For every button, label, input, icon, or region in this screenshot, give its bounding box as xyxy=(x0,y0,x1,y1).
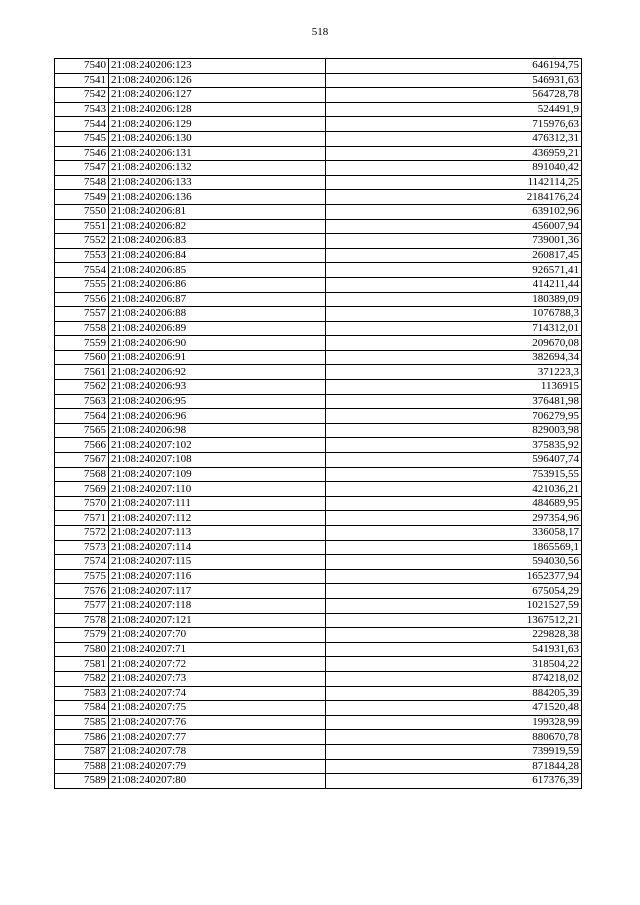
row-number-cell: 7586 xyxy=(55,730,109,745)
cadastral-value-cell: 706279,95 xyxy=(326,409,582,424)
table-row xyxy=(55,219,582,234)
row-number-cell: 7581 xyxy=(55,657,109,672)
table-row xyxy=(55,204,582,219)
table-row xyxy=(55,117,582,132)
cadastral-value-cell: 739919,59 xyxy=(326,744,582,759)
row-number-cell: 7563 xyxy=(55,394,109,409)
cadastral-number-cell: 21:08:240207:111 xyxy=(109,496,326,511)
row-number-cell: 7558 xyxy=(55,321,109,336)
cadastral-value-cell: 714312,01 xyxy=(326,321,582,336)
cadastral-value-cell: 596407,74 xyxy=(326,453,582,468)
row-number-cell: 7555 xyxy=(55,277,109,292)
cadastral-number-cell: 21:08:240207:73 xyxy=(109,671,326,686)
cadastral-number-cell: 21:08:240206:130 xyxy=(109,131,326,146)
table-row xyxy=(55,730,582,745)
row-number-cell: 7547 xyxy=(55,161,109,176)
row-number-cell: 7576 xyxy=(55,584,109,599)
table-row xyxy=(55,482,582,497)
row-number-cell: 7573 xyxy=(55,540,109,555)
cadastral-value-cell: 421036,21 xyxy=(326,482,582,497)
cadastral-number-cell: 21:08:240206:131 xyxy=(109,146,326,161)
table-body xyxy=(55,59,582,789)
cadastral-value-cell: 546931,63 xyxy=(326,73,582,88)
row-number-cell: 7579 xyxy=(55,628,109,643)
cadastral-value-cell: 180389,09 xyxy=(326,292,582,307)
cadastral-value-cell: 639102,96 xyxy=(326,204,582,219)
cadastral-number-cell: 21:08:240206:87 xyxy=(109,292,326,307)
cadastral-value-cell: 318504,22 xyxy=(326,657,582,672)
cadastral-number-cell: 21:08:240206:126 xyxy=(109,73,326,88)
table-row xyxy=(55,336,582,351)
row-number-cell: 7552 xyxy=(55,234,109,249)
row-number-cell: 7548 xyxy=(55,175,109,190)
row-number-cell: 7565 xyxy=(55,423,109,438)
cadastral-value-cell: 209670,08 xyxy=(326,336,582,351)
table-row xyxy=(55,409,582,424)
row-number-cell: 7541 xyxy=(55,73,109,88)
cadastral-number-cell: 21:08:240207:108 xyxy=(109,453,326,468)
cadastral-number-cell: 21:08:240207:72 xyxy=(109,657,326,672)
cadastral-value-cell: 891040,42 xyxy=(326,161,582,176)
cadastral-number-cell: 21:08:240207:121 xyxy=(109,613,326,628)
cadastral-number-cell: 21:08:240207:118 xyxy=(109,598,326,613)
cadastral-value-cell: 297354,96 xyxy=(326,511,582,526)
cadastral-number-cell: 21:08:240206:92 xyxy=(109,365,326,380)
cadastral-number-cell: 21:08:240206:129 xyxy=(109,117,326,132)
table-row xyxy=(55,263,582,278)
cadastral-value-cell: 1021527,59 xyxy=(326,598,582,613)
cadastral-number-cell: 21:08:240206:93 xyxy=(109,380,326,395)
row-number-cell: 7554 xyxy=(55,263,109,278)
cadastral-number-cell: 21:08:240206:96 xyxy=(109,409,326,424)
cadastral-value-cell: 524491,9 xyxy=(326,102,582,117)
table-row xyxy=(55,350,582,365)
cadastral-value-cell: 436959,21 xyxy=(326,146,582,161)
cadastral-number-cell: 21:08:240206:88 xyxy=(109,307,326,322)
row-number-cell: 7577 xyxy=(55,598,109,613)
cadastral-number-cell: 21:08:240206:91 xyxy=(109,350,326,365)
row-number-cell: 7589 xyxy=(55,774,109,789)
cadastral-value-cell: 476312,31 xyxy=(326,131,582,146)
cadastral-value-cell: 1652377,94 xyxy=(326,569,582,584)
cadastral-number-cell: 21:08:240206:123 xyxy=(109,59,326,74)
cadastral-number-cell: 21:08:240207:114 xyxy=(109,540,326,555)
cadastral-value-cell: 564728,78 xyxy=(326,88,582,103)
cadastral-value-cell: 884205,39 xyxy=(326,686,582,701)
cadastral-value-cell: 471520,48 xyxy=(326,701,582,716)
cadastral-value-cell: 375835,92 xyxy=(326,438,582,453)
cadastral-number-cell: 21:08:240207:78 xyxy=(109,744,326,759)
table-row xyxy=(55,774,582,789)
row-number-cell: 7572 xyxy=(55,526,109,541)
table-row xyxy=(55,453,582,468)
table-row xyxy=(55,380,582,395)
row-number-cell: 7578 xyxy=(55,613,109,628)
table-row xyxy=(55,423,582,438)
row-number-cell: 7570 xyxy=(55,496,109,511)
table-row xyxy=(55,190,582,205)
cadastral-value-cell: 739001,36 xyxy=(326,234,582,249)
row-number-cell: 7566 xyxy=(55,438,109,453)
cadastral-number-cell: 21:08:240207:112 xyxy=(109,511,326,526)
table-row xyxy=(55,73,582,88)
cadastral-number-cell: 21:08:240207:74 xyxy=(109,686,326,701)
cadastral-value-cell: 2184176,24 xyxy=(326,190,582,205)
table-row xyxy=(55,277,582,292)
cadastral-number-cell: 21:08:240206:132 xyxy=(109,161,326,176)
row-number-cell: 7550 xyxy=(55,204,109,219)
table-row xyxy=(55,569,582,584)
row-number-cell: 7560 xyxy=(55,350,109,365)
row-number-cell: 7542 xyxy=(55,88,109,103)
row-number-cell: 7553 xyxy=(55,248,109,263)
cadastral-value-cell: 715976,63 xyxy=(326,117,582,132)
table-row xyxy=(55,642,582,657)
cadastral-number-cell: 21:08:240206:90 xyxy=(109,336,326,351)
table-row xyxy=(55,496,582,511)
cadastral-number-cell: 21:08:240206:128 xyxy=(109,102,326,117)
table-row xyxy=(55,234,582,249)
cadastral-value-cell: 926571,41 xyxy=(326,263,582,278)
cadastral-number-cell: 21:08:240207:71 xyxy=(109,642,326,657)
cadastral-value-cell: 880670,78 xyxy=(326,730,582,745)
table-row xyxy=(55,438,582,453)
cadastral-number-cell: 21:08:240207:116 xyxy=(109,569,326,584)
cadastral-number-cell: 21:08:240207:113 xyxy=(109,526,326,541)
cadastral-number-cell: 21:08:240207:75 xyxy=(109,701,326,716)
table-row xyxy=(55,248,582,263)
cadastral-value-cell: 675054,29 xyxy=(326,584,582,599)
row-number-cell: 7543 xyxy=(55,102,109,117)
cadastral-value-table xyxy=(54,58,582,789)
table-row xyxy=(55,686,582,701)
table-row xyxy=(55,555,582,570)
table-row xyxy=(55,744,582,759)
row-number-cell: 7561 xyxy=(55,365,109,380)
table-row xyxy=(55,511,582,526)
row-number-cell: 7584 xyxy=(55,701,109,716)
cadastral-value-cell: 371223,3 xyxy=(326,365,582,380)
cadastral-value-cell: 336058,17 xyxy=(326,526,582,541)
cadastral-value-cell: 414211,44 xyxy=(326,277,582,292)
row-number-cell: 7571 xyxy=(55,511,109,526)
cadastral-number-cell: 21:08:240206:89 xyxy=(109,321,326,336)
table-row xyxy=(55,292,582,307)
table-row xyxy=(55,701,582,716)
row-number-cell: 7559 xyxy=(55,336,109,351)
row-number-cell: 7551 xyxy=(55,219,109,234)
row-number-cell: 7540 xyxy=(55,59,109,74)
cadastral-value-cell: 646194,75 xyxy=(326,59,582,74)
cadastral-value-cell: 829003,98 xyxy=(326,423,582,438)
row-number-cell: 7587 xyxy=(55,744,109,759)
cadastral-number-cell: 21:08:240206:95 xyxy=(109,394,326,409)
cadastral-number-cell: 21:08:240207:102 xyxy=(109,438,326,453)
table-row xyxy=(55,598,582,613)
table-row xyxy=(55,613,582,628)
row-number-cell: 7544 xyxy=(55,117,109,132)
table-row xyxy=(55,146,582,161)
row-number-cell: 7546 xyxy=(55,146,109,161)
table-row xyxy=(55,467,582,482)
row-number-cell: 7569 xyxy=(55,482,109,497)
row-number-cell: 7580 xyxy=(55,642,109,657)
cadastral-value-cell: 229828,38 xyxy=(326,628,582,643)
table-row xyxy=(55,715,582,730)
row-number-cell: 7556 xyxy=(55,292,109,307)
cadastral-number-cell: 21:08:240206:98 xyxy=(109,423,326,438)
table-row xyxy=(55,671,582,686)
cadastral-value-cell: 874218,02 xyxy=(326,671,582,686)
cadastral-number-cell: 21:08:240207:80 xyxy=(109,774,326,789)
cadastral-number-cell: 21:08:240207:79 xyxy=(109,759,326,774)
table-row xyxy=(55,628,582,643)
row-number-cell: 7588 xyxy=(55,759,109,774)
table-row xyxy=(55,657,582,672)
row-number-cell: 7574 xyxy=(55,555,109,570)
cadastral-value-cell: 594030,56 xyxy=(326,555,582,570)
row-number-cell: 7567 xyxy=(55,453,109,468)
cadastral-value-cell: 376481,98 xyxy=(326,394,582,409)
row-number-cell: 7557 xyxy=(55,307,109,322)
row-number-cell: 7545 xyxy=(55,131,109,146)
row-number-cell: 7549 xyxy=(55,190,109,205)
table-row xyxy=(55,759,582,774)
table-row xyxy=(55,307,582,322)
cadastral-number-cell: 21:08:240207:115 xyxy=(109,555,326,570)
cadastral-number-cell: 21:08:240206:83 xyxy=(109,234,326,249)
cadastral-number-cell: 21:08:240207:117 xyxy=(109,584,326,599)
table-row xyxy=(55,321,582,336)
cadastral-value-cell: 541931,63 xyxy=(326,642,582,657)
cadastral-number-cell: 21:08:240207:109 xyxy=(109,467,326,482)
cadastral-number-cell: 21:08:240207:77 xyxy=(109,730,326,745)
cadastral-value-cell: 484689,95 xyxy=(326,496,582,511)
row-number-cell: 7564 xyxy=(55,409,109,424)
table-row xyxy=(55,131,582,146)
cadastral-value-cell: 199328,99 xyxy=(326,715,582,730)
table-row xyxy=(55,526,582,541)
cadastral-number-cell: 21:08:240206:127 xyxy=(109,88,326,103)
table-row xyxy=(55,88,582,103)
cadastral-number-cell: 21:08:240206:85 xyxy=(109,263,326,278)
cadastral-value-cell: 753915,55 xyxy=(326,467,582,482)
cadastral-number-cell: 21:08:240206:86 xyxy=(109,277,326,292)
cadastral-number-cell: 21:08:240206:136 xyxy=(109,190,326,205)
cadastral-number-cell: 21:08:240206:84 xyxy=(109,248,326,263)
cadastral-number-cell: 21:08:240206:133 xyxy=(109,175,326,190)
cadastral-value-cell: 617376,39 xyxy=(326,774,582,789)
cadastral-value-cell: 1367512,21 xyxy=(326,613,582,628)
row-number-cell: 7582 xyxy=(55,671,109,686)
cadastral-value-cell: 871844,28 xyxy=(326,759,582,774)
cadastral-number-cell: 21:08:240207:76 xyxy=(109,715,326,730)
row-number-cell: 7583 xyxy=(55,686,109,701)
cadastral-value-cell: 1142114,25 xyxy=(326,175,582,190)
cadastral-value-cell: 1865569,1 xyxy=(326,540,582,555)
cadastral-value-cell: 260817,45 xyxy=(326,248,582,263)
table-row xyxy=(55,394,582,409)
table-row xyxy=(55,175,582,190)
row-number-cell: 7568 xyxy=(55,467,109,482)
cadastral-value-cell: 1136915 xyxy=(326,380,582,395)
table-row xyxy=(55,584,582,599)
table-row xyxy=(55,59,582,74)
cadastral-number-cell: 21:08:240206:82 xyxy=(109,219,326,234)
row-number-cell: 7562 xyxy=(55,380,109,395)
cadastral-number-cell: 21:08:240207:110 xyxy=(109,482,326,497)
cadastral-number-cell: 21:08:240207:70 xyxy=(109,628,326,643)
row-number-cell: 7585 xyxy=(55,715,109,730)
cadastral-value-cell: 382694,34 xyxy=(326,350,582,365)
page-number: 518 xyxy=(311,26,329,38)
cadastral-value-cell: 456007,94 xyxy=(326,219,582,234)
table-row xyxy=(55,102,582,117)
table-row xyxy=(55,365,582,380)
cadastral-value-cell: 1076788,3 xyxy=(326,307,582,322)
table-row xyxy=(55,161,582,176)
table-row xyxy=(55,540,582,555)
cadastral-number-cell: 21:08:240206:81 xyxy=(109,204,326,219)
row-number-cell: 7575 xyxy=(55,569,109,584)
